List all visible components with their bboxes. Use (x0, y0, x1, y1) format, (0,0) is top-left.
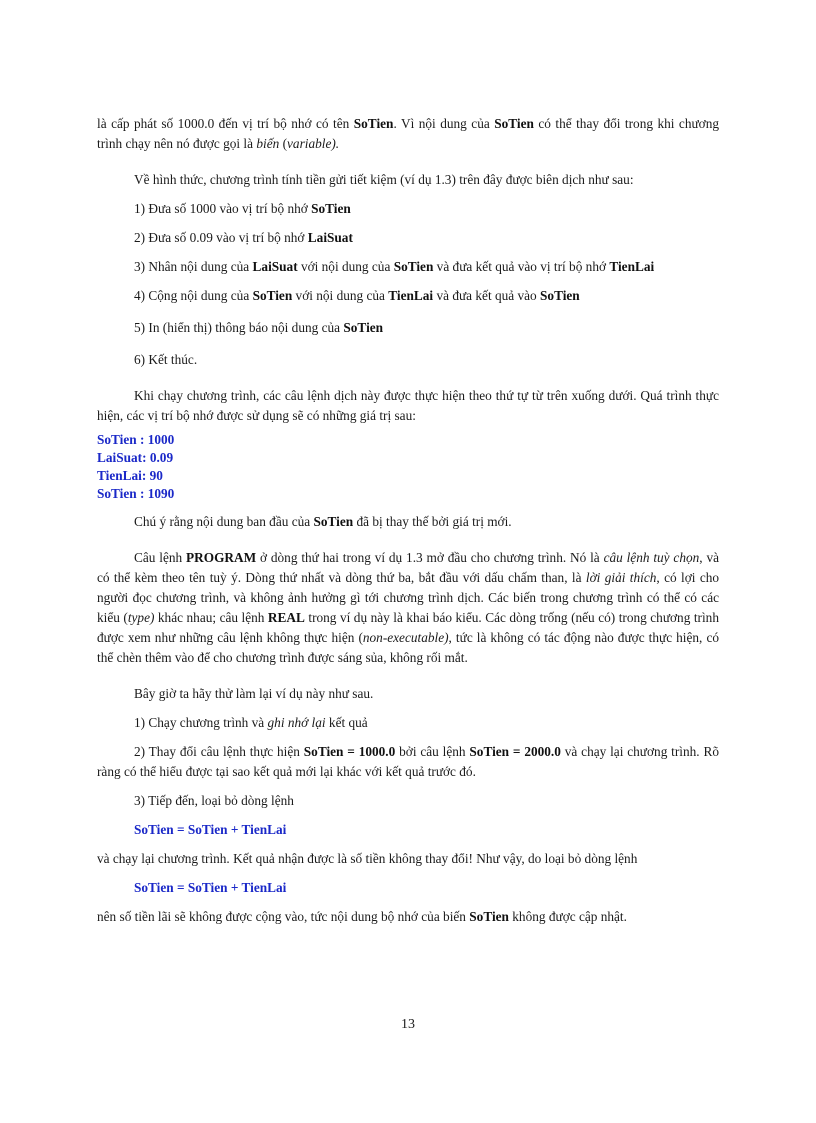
memory-values-block (97, 431, 719, 503)
text: , và có thể kèm theo tên tuỳ ý. Dòng thứ nhất và dòng thứ ba, bắt đầu với dấu chấm than, là (97, 550, 719, 585)
bold-term: SoTien (494, 116, 534, 131)
italic-term: ghi nhớ lại (267, 715, 326, 730)
paragraph-variable-definition (97, 114, 719, 154)
text: 3) Nhân nội dung của (134, 259, 253, 274)
retry-step-2 (97, 742, 719, 782)
bold-term: LaiSuat (307, 230, 353, 245)
bold-term: TienLai (609, 259, 655, 274)
text: 1) Đưa số 1000 vào vị trí bộ nhớ (134, 201, 312, 216)
paragraph-retry-intro: Bây giờ ta hãy thử làm lại ví dụ này như sau. (134, 686, 374, 701)
bold-term: SoTien (353, 116, 394, 131)
italic-term: biến (256, 136, 280, 151)
text: Câu lệnh (134, 550, 186, 565)
bold-term: PROGRAM (186, 550, 257, 565)
text: bởi câu lệnh (395, 744, 470, 759)
text: 5) In (hiển thị) thông báo nội dung của (134, 320, 344, 335)
text: có thể thay đổi trong khi chương trình chạy nên nó được gọi là (97, 116, 720, 151)
text: khác nhau; câu lệnh (154, 610, 268, 625)
text: là cấp phát số 1000.0 đến vị trí bộ nhớ có tên (97, 116, 354, 131)
text: 4) Cộng nội dung của (134, 288, 253, 303)
memory-value-line: LaiSuat: 0.09 (97, 450, 174, 465)
text: Chú ý rằng nội dung ban đầu của (134, 514, 314, 529)
memory-value-line: TienLai: 90 (97, 468, 163, 483)
text: và đưa kết quả vào (433, 288, 541, 303)
code-line: SoTien = SoTien + TienLai (134, 880, 287, 895)
bold-term: REAL (267, 610, 305, 625)
text: trong ví dụ này là khai báo kiểu. Các dòng trống (nếu có) trong chương trình được xem như những câu lệnh không thực hiện ( (97, 610, 719, 645)
text: và chạy lại chương trình. Rõ ràng có thể hiểu được tại sao kết quả mới lại khác với kết quả trước đó. (97, 744, 719, 779)
text: , có lợi cho người đọc chương trình, và không ảnh hưởng gì tới chương trình dịch. Các biến trong chương trình có thể có các kiểu ( (97, 570, 720, 625)
bold-term: SoTien (393, 259, 434, 274)
italic-term: variable). (287, 136, 340, 151)
document-page (97, 114, 719, 927)
step-1 (97, 199, 719, 219)
italic-term: lời giải thích (585, 570, 657, 585)
paragraph-compile-intro: Về hình thức, chương trình tính tiền gửi tiết kiệm (ví dụ 1.3) trên đây được biên dịch như sau: (134, 172, 634, 187)
text: 2) Đưa số 0.09 vào vị trí bộ nhớ (134, 230, 308, 245)
paragraph-note (97, 512, 719, 532)
text: và đưa kết quả vào vị trí bộ nhớ (433, 259, 610, 274)
text: 1) Chạy chương trình và (134, 715, 268, 730)
paragraph-conclusion (97, 907, 719, 927)
text: 2) Thay đổi câu lệnh thực hiện (134, 744, 304, 759)
bold-term: SoTien = 1000.0 (303, 744, 396, 759)
step-3 (97, 257, 719, 277)
bold-term: SoTien (252, 288, 293, 303)
text: kết quả (325, 715, 368, 730)
text: nên số tiền lãi sẽ không được cộng vào, tức nội dung bộ nhớ của biến (97, 909, 470, 924)
bold-term: SoTien (343, 320, 384, 335)
bold-term: SoTien = 2000.0 (469, 744, 561, 759)
text: ( (279, 136, 288, 151)
memory-value-line: SoTien : 1000 (97, 432, 175, 447)
retry-step-1 (97, 713, 719, 733)
italic-term: câu lệnh tuỳ chọn (603, 550, 700, 565)
code-line: SoTien = SoTien + TienLai (134, 822, 287, 837)
bold-term: SoTien (311, 201, 351, 216)
paragraph-program-statement (97, 548, 719, 668)
text: đã bị thay thế bởi giá trị mới. (353, 514, 512, 529)
italic-term: non-executable) (362, 630, 449, 645)
paragraph-result: và chạy lại chương trình. Kết quả nhận được là số tiền không thay đổi! Như vậy, do loại bỏ dòng lệnh (97, 851, 638, 866)
memory-value-line: SoTien : 1090 (97, 486, 175, 501)
bold-term: SoTien (469, 909, 509, 924)
step-2 (97, 228, 719, 248)
step-5 (97, 318, 719, 338)
retry-step-3: 3) Tiếp đến, loại bỏ dòng lệnh (134, 793, 294, 808)
italic-term: type) (127, 610, 155, 625)
step-6: 6) Kết thúc. (134, 352, 198, 367)
bold-term: SoTien (313, 514, 354, 529)
text: , tức là không có tác động nào được thực hiện, có thể chèn thêm vào để cho chương trình được sáng sủa, không rối mắt. (97, 630, 719, 665)
step-4 (97, 286, 719, 306)
page-number: 13 (401, 1017, 415, 1032)
text: với nội dung của (292, 288, 389, 303)
bold-term: TienLai (388, 288, 434, 303)
text: không được cập nhật. (508, 909, 627, 924)
text: ở dòng thứ hai trong ví dụ 1.3 mở đầu cho chương trình. Nó là (256, 550, 604, 565)
text: với nội dung của (297, 259, 394, 274)
bold-term: SoTien (540, 288, 580, 303)
paragraph-execution-order: Khi chạy chương trình, các câu lệnh dịch này được thực hiện theo thứ tự từ trên xuống dưới. Quá trình thực hiện, các vị trí bộ nhớ được sử dụng sẽ có những giá trị sau: (97, 388, 719, 423)
text: . Vì nội dung của (393, 116, 495, 131)
bold-term: LaiSuat (252, 259, 298, 274)
